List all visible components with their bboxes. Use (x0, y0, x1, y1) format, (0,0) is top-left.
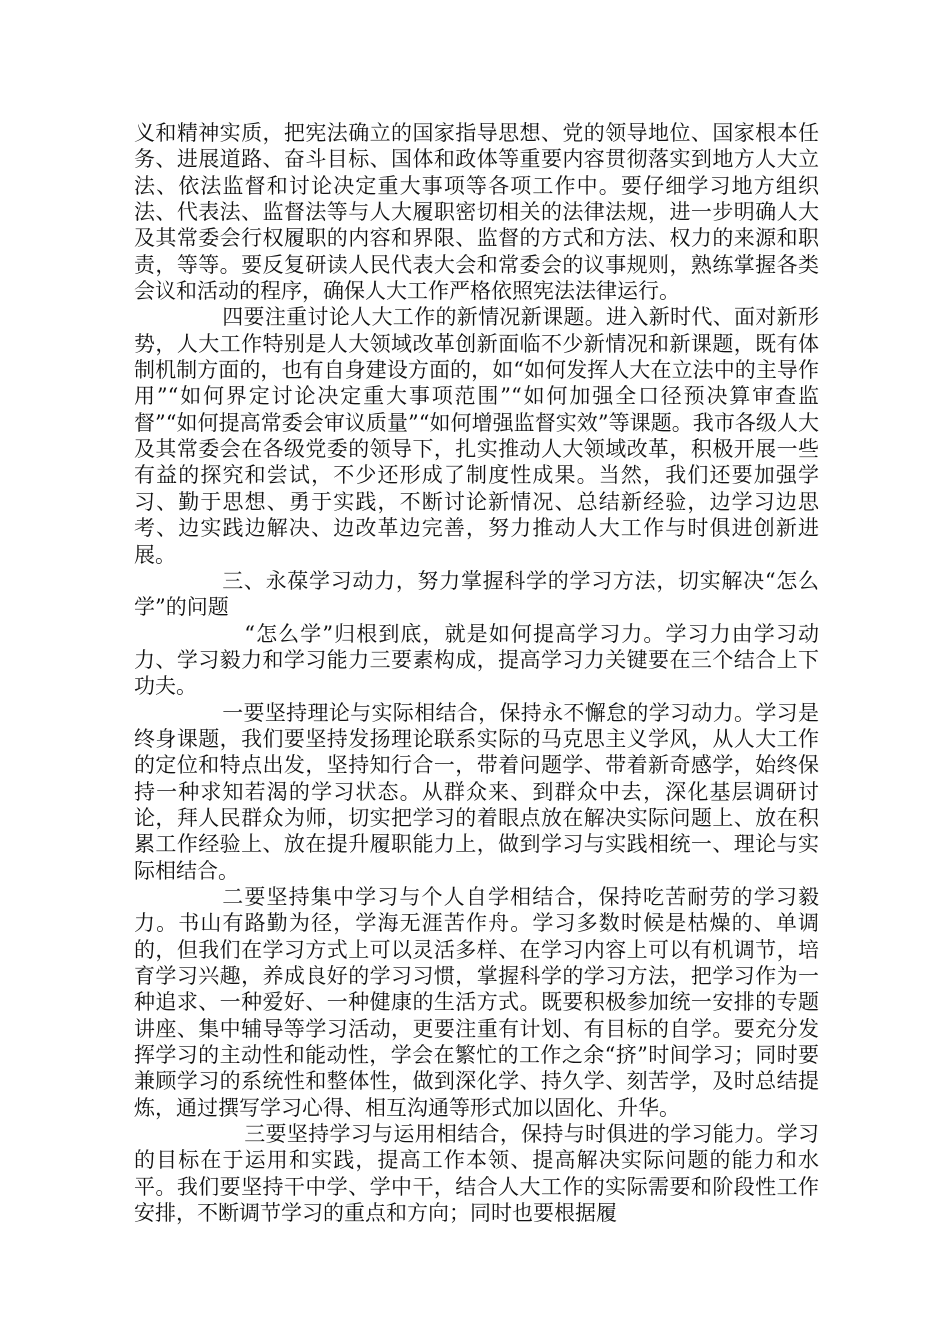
paragraph-how-to-learn: “怎么学”归根到底，就是如何提高学习力。学习力由学习动力、学习毅力和学习能力三要素构成，提高学习力关键要在三个结合上下功夫。 (134, 621, 819, 699)
paragraph-point-two: 二要坚持集中学习与个人自学相结合，保持吃苦耐劳的学习毅力。书山有路勤为径，学海无涯苦作舟。学习多数时候是枯燥的、单调的，但我们在学习方式上可以灵活多样、在学习内容上可以有机调节，培育学习兴趣，养成良好的学习习惯，掌握科学的学习方法，把学习作为一种追求、一种爱好、一种健康的生活方式。既要积极参加统一安排的专题讲座、集中辅导等学习活动，更要注重有计划、有目标的自学。要充分发挥学习的主动性和能动性，学会在繁忙的工作之余“挤”时间学习；同时要兼顾学习的系统性和整体性，做到深化学、持久学、刻苦学，及时总结提炼，通过撰写学习心得、相互沟通等形式加以固化、升华。 (134, 884, 819, 1120)
document-body (134, 120, 819, 1226)
paragraph-point-three: 三要坚持学习与运用相结合，保持与时俱进的学习能力。学习的目标在于运用和实践，提高工作本领、提高解决实际问题的能力和水平。我们要坚持干中学、学中干，结合人大工作的实际需要和阶段性工作安排，不断调节学习的重点和方向；同时也要根据履 (134, 1122, 819, 1226)
paragraph-continued: 义和精神实质，把宪法确立的国家指导思想、党的领导地位、国家根本任务、进展道路、奋斗目标、国体和政体等重要内容贯彻落实到地方人大立法、依法监督和讨论决定重大事项等各项工作中。要仔细学习地方组织法、代表法、监督法等与人大履职密切相关的法律法规，进一步明确人大及其常委会行权履职的内容和界限、监督的方式和方法、权力的来源和职责，等等。要反复研读人民代表大会和常委会的议事规则，熟练掌握各类会议和活动的程序，确保人大工作严格依照宪法法律运行。 (134, 121, 819, 304)
paragraph-point-four: 四要注重讨论人大工作的新情况新课题。进入新时代、面对新形势，人大工作特别是人大领域改革创新面临不少新情况和新课题，既有体制机制方面的，也有自身建设方面的，如“如何发挥人大在立法中的主导作用”“如何界定讨论决定重大事项范围”“如何加强全口径预决算审查监督”“如何提高常委会审议质量”“如何增强监督实效”等课题。我市各级人大及其常委会在各级党委的领导下，扎实推动人大领域改革，积极开展一些有益的探究和尝试，不少还形成了制度性成果。当然，我们还要加强学习、勤于思想、勇于实践，不断讨论新情况、总结新经验，边学习边思考、边实践边解决、边改革边完善，努力推动人大工作与时俱进创新进展。 (134, 305, 819, 567)
paragraph-point-one: 一要坚持理论与实际相结合，保持永不懈怠的学习动力。学习是终身课题，我们要坚持发扬理论联系实际的马克思主义学风，从人大工作的定位和特点出发，坚持知行合一，带着问题学、带着新奇感学，始终保持一种求知若渴的学习状态。从群众来、到群众中去，深化基层调研讨论，拜人民群众为师，切实把学习的着眼点放在解决实际问题上、放在积累工作经验上、放在提升履职能力上，做到学习与实践相统一、理论与实际相结合。 (134, 700, 819, 883)
section-heading-three: 三、永葆学习动力，努力掌握科学的学习方法，切实解决“怎么学”的问题 (134, 568, 819, 620)
